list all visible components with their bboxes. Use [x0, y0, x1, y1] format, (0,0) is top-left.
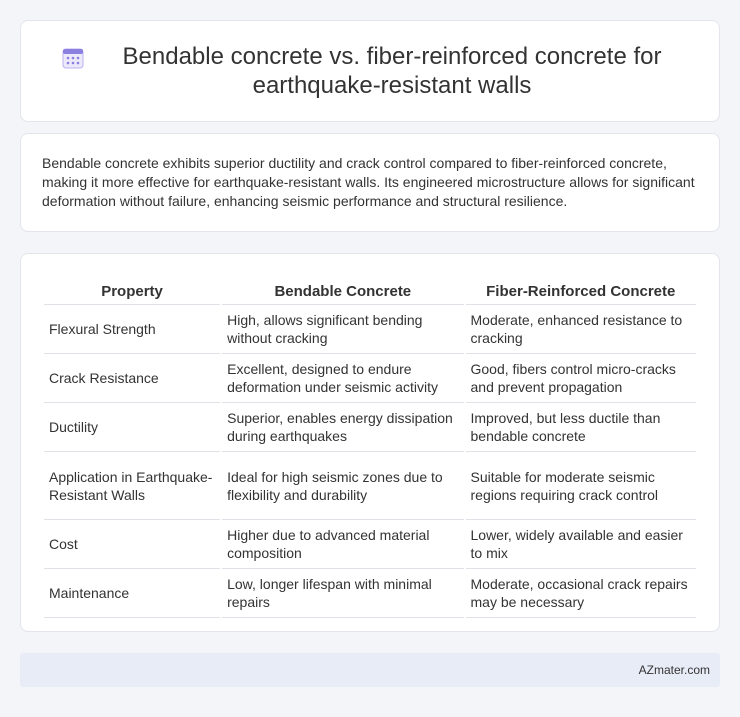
table-row	[44, 569, 696, 618]
property-cell: Ductility	[44, 403, 220, 452]
table-row	[44, 452, 696, 520]
bendable-cell: Excellent, designed to endure deformation under seismic activity	[222, 354, 463, 403]
bendable-cell: Superior, enables energy dissipation during earthquakes	[222, 403, 463, 452]
fiber-cell: Lower, widely available and easier to mix	[466, 520, 697, 569]
header-fiber-reinforced-concrete: Fiber-Reinforced Concrete	[466, 274, 697, 305]
property-cell: Crack Resistance	[44, 354, 220, 403]
bendable-cell: Higher due to advanced material composition	[222, 520, 463, 569]
summary-card	[20, 133, 720, 232]
bendable-cell: Low, longer lifespan with minimal repairs	[222, 569, 463, 618]
comparison-table	[42, 274, 698, 618]
comparison-table-card	[20, 253, 720, 632]
title-wrap	[21, 42, 719, 100]
title-card	[20, 20, 720, 122]
summary-text: Bendable concrete exhibits superior ductility and crack control compared to fiber-reinforced concrete, making it more effective for earthquake-resistant walls. Its engineered microstructure allows for significant deformation without failure, enhancing seismic performance and structural resilience.	[42, 155, 695, 209]
table-row	[44, 520, 696, 569]
table-row	[44, 354, 696, 403]
header-bendable-concrete: Bendable Concrete	[222, 274, 463, 305]
property-cell: Cost	[44, 520, 220, 569]
table-row	[44, 403, 696, 452]
table-row	[44, 305, 696, 354]
fiber-cell: Moderate, occasional crack repairs may be necessary	[466, 569, 697, 618]
fiber-cell: Moderate, enhanced resistance to cracking	[466, 305, 697, 354]
fiber-cell: Good, fibers control micro-cracks and prevent propagation	[466, 354, 697, 403]
property-cell: Flexural Strength	[44, 305, 220, 354]
property-cell: Application in Earthquake-Resistant Walls	[44, 452, 220, 520]
bendable-cell: Ideal for high seismic zones due to flexibility and durability	[222, 452, 463, 520]
property-cell: Maintenance	[44, 569, 220, 618]
table-header-row	[44, 274, 696, 305]
calendar-icon	[61, 46, 85, 70]
footer	[20, 653, 720, 687]
page-title: Bendable concrete vs. fiber-reinforced concrete for earthquake-resistant walls	[122, 43, 662, 99]
header-property: Property	[44, 274, 220, 305]
fiber-cell: Suitable for moderate seismic regions requiring crack control	[466, 452, 697, 520]
fiber-cell: Improved, but less ductile than bendable concrete	[466, 403, 697, 452]
bendable-cell: High, allows significant bending without cracking	[222, 305, 463, 354]
footer-brand: AZmater.com	[638, 663, 710, 677]
